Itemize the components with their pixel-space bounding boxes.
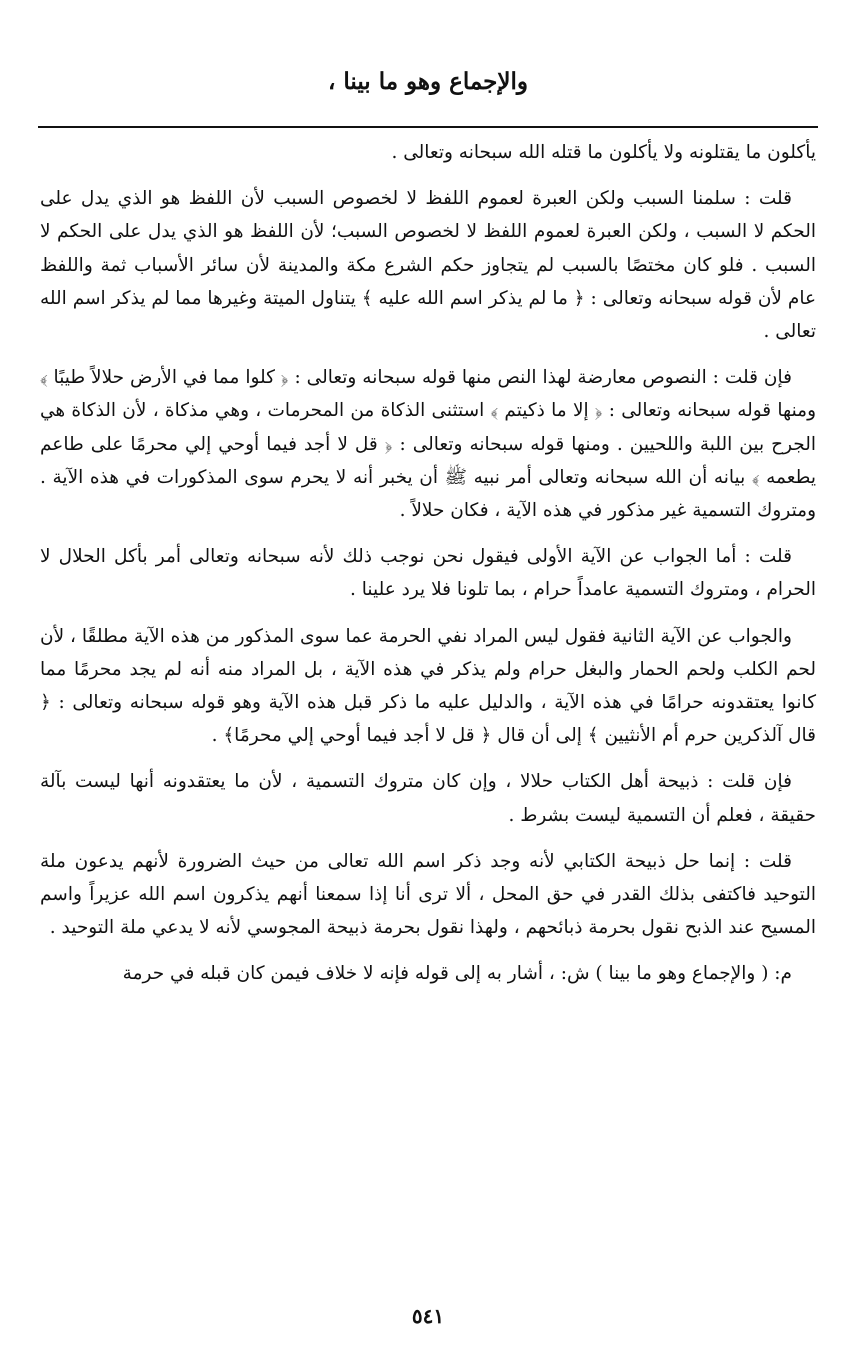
paragraph: فإن قلت : النصوص معارضة لهذا النص منها قوله سبحانه وتعالى : ﴿ كلوا مما في الأرض حلالاً طيبًا ﴾ ومنها قوله سبحانه وتعالى : ﴿ إلا ما ذكيتم ﴾ استثنى الذكاة من المحرمات ، وهي مذكاة ، لأن الذكاة هي الجرح بين اللبة واللحيين . ومنها قوله سبحانه وتعالى : ﴿ قل لا أجد فيما أوحي إلي محرمًا على طاعم يطعمه ﴾ بيانه أن الله سبحانه وتعالى أمر نبيه ﷺ أن يخبر أنه لا يحرم سوى المذكورات في هذه الآية . ومتروك التسمية غير مذكور في هذه الآية ، فكان حلالاً . — [40, 367, 816, 522]
paragraph: والجواب عن الآية الثانية فقول ليس المراد نفي الحرمة عما سوى المذكور من هذه الآية مطلقًا ، لأن لحم الكلب ولحم الحمار والبغل حرام ولم يذكر في هذه الآية ، بل المراد منه أنه لم يجد محرمًا مما كانوا يعتقدونه حرامًا في هذه الآية ، والدليل عليه ما ذكر قبل هذه الآية وهو قوله سبحانه وتعالى : ﴿ قال آلذكرين حرم أم الأنثيين ﴾ إلى أن قال ﴿ قل لا أجد فيما أوحي إلي محرمًا﴾ . — [40, 625, 816, 747]
paragraph-continuation: يأكلون ما يقتلونه ولا يأكلون ما قتله الله سبحانه وتعالى . — [391, 142, 816, 163]
running-title: والإجماع وهو ما بينا ، — [327, 68, 529, 95]
page-number: ٥٤١ — [411, 1304, 445, 1328]
paragraph: قلت : سلمنا السبب ولكن العبرة لعموم اللفظ لا لخصوص السبب لأن اللفظ هو الذي يدل على الحكم لا السبب ، ولكن العبرة لعموم اللفظ لا لخصوص السبب؛ لأن اللفظ هو الذي يدل على الحكم لا السبب . فلو كان مختصًا بالسبب لم يتجاوز حكم الشرع مكة والمدينة لأن سائر الأسباب ثمة واللفظ عام لأن قوله سبحانه وتعالى : ﴿ ما لم يذكر اسم الله عليه ﴾ يتناول الميتة وغيرها مما لم يذكر اسم الله تعالى . — [40, 188, 816, 343]
paragraph: م: ( والإجماع وهو ما بينا ) ش: ، أشار به إلى قوله فإنه لا خلاف فيمن كان قبله في حرمة — [122, 963, 792, 985]
page-body — [40, 136, 816, 1004]
header-rule — [38, 126, 818, 128]
paragraph: قلت : إنما حل ذبيحة الكتابي لأنه وجد ذكر اسم الله تعالى من حيث الضرورة لأنهم يدعون ملة التوحيد فاكتفى بذلك القدر في حق المحل ، ألا ترى أنا إذا سمعنا أنهم يذكرون اسم الله عزيراً واسم المسيح عند الذبح نقول بحرمة ذبائحهم ، ولهذا نقول بحرمة ذبيحة المجوسي لأنه لا يدعي ملة التوحيد . — [40, 850, 816, 939]
paragraph: قلت : أما الجواب عن الآية الأولى فيقول نحن نوجب ذلك لأنه سبحانه وتعالى أمر بأكل الحلال لا الحرام ، ومتروك التسمية عامداً حرام ، بما تلونا فلا يرد علينا . — [40, 546, 816, 601]
paragraph: فإن قلت : ذبيحة أهل الكتاب حلالا ، وإن كان متروك التسمية ، لأن ما يعتقدونه أنها ليست بآلة حقيقة ، فعلم أن التسمية ليست بشرط . — [40, 771, 816, 826]
